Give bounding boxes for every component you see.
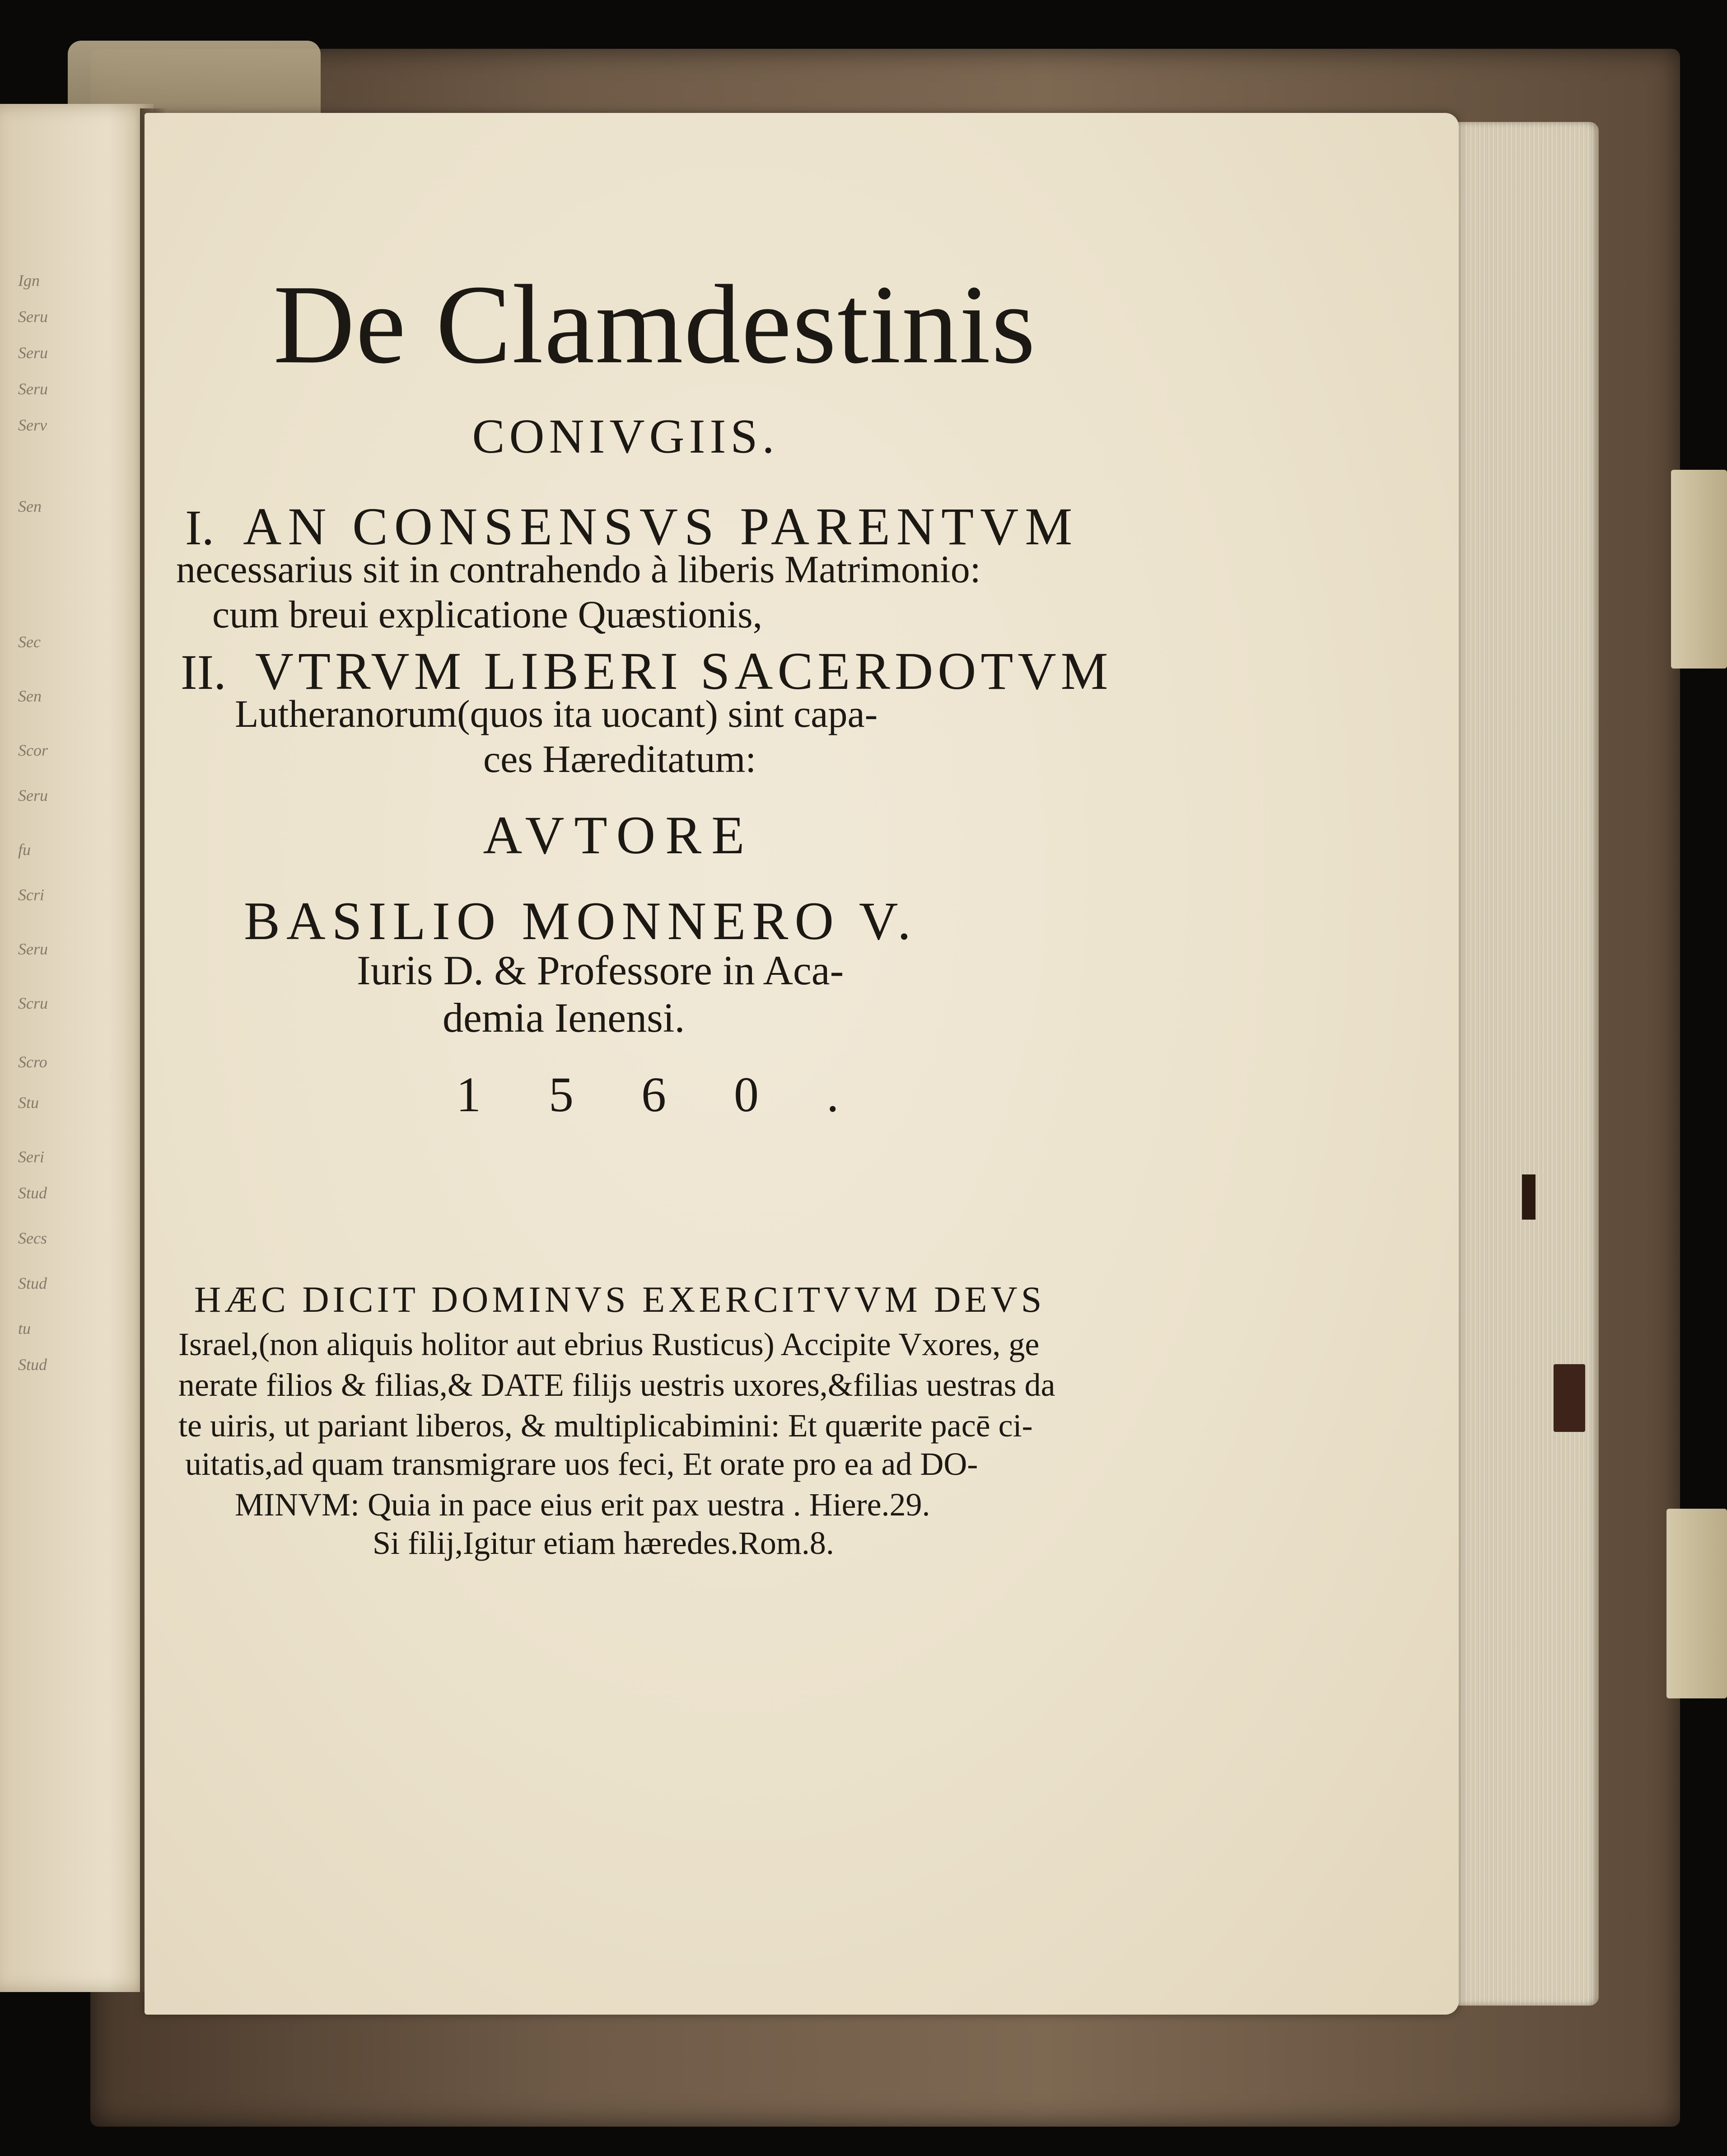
question-heading: VTRVM LIBERI SACERDOTVM [255, 641, 1113, 701]
page-edges [1441, 122, 1599, 2006]
epigraph-line: nerate filios & filias,& DATE filijs uestris uxores,&filias uestras da [178, 1367, 1055, 1403]
bleed-text: Seru [18, 308, 48, 326]
epigraph-line: uitatis,ad quam transmigrare uos feci, Et orate pro ea ad DO- [185, 1446, 978, 1482]
epigraph-line: MINVM: Quia in pace eius erit pax uestra . Hiere.29. [235, 1487, 930, 1523]
question-line: Lutheranorum(quos ita uocant) sint capa- [235, 692, 878, 735]
bleed-text: Scru [18, 994, 48, 1012]
bleed-text: Scro [18, 1053, 47, 1071]
bleed-text: Secs [18, 1229, 47, 1247]
author-label: AVTORE [483, 805, 755, 865]
bleed-text: Sen [18, 497, 42, 515]
question-number: I. [185, 500, 215, 555]
publication-year: 1560. [456, 1067, 907, 1122]
bleed-text: Stud [18, 1356, 47, 1374]
bleed-text: Ign [18, 271, 40, 290]
title-page [145, 113, 1459, 2015]
page-subtitle: CONIVGIIS. [472, 410, 779, 463]
author-line: demia Ienensi. [443, 995, 685, 1041]
bleed-text: Sec [18, 633, 41, 651]
author-line: Iuris D. & Professore in Aca- [357, 947, 844, 993]
bleed-text: Stud [18, 1274, 47, 1292]
bleed-text: Seru [18, 344, 48, 362]
bleed-text: Seru [18, 380, 48, 398]
bleed-text: Seri [18, 1148, 44, 1166]
bleed-text: Serv [18, 416, 47, 434]
bleed-text: tu [18, 1319, 31, 1338]
bleed-text: fu [18, 841, 31, 859]
question-line: ces Hæreditatum: [483, 737, 756, 781]
question-line: necessarius sit in contrahendo à liberis Matrimonio: [176, 547, 981, 591]
epigraph-line: Israel,(non aliquis holitor aut ebrius Rusticus) Accipite Vxores, ge [178, 1326, 1040, 1362]
leather-index-tab [1522, 1174, 1536, 1220]
bleed-text: Scri [18, 886, 44, 904]
question-line: cum breui explicatione Quæstionis, [212, 593, 763, 636]
author-name: BASILIO MONNERO V. [244, 891, 918, 951]
epigraph-heading: HÆC DICIT DOMINVS EXERCITVVM DEVS [194, 1279, 1046, 1320]
question-heading: AN CONSENSVS PARENTVM [243, 497, 1079, 556]
bleed-text: Scor [18, 741, 48, 759]
question-number: II. [181, 645, 226, 700]
bleed-text: Stud [18, 1184, 47, 1202]
bleed-text: Stu [18, 1094, 39, 1112]
bleed-text: Sen [18, 687, 42, 705]
bleed-text: Seru [18, 786, 48, 804]
page-title: De Clamdestinis [273, 262, 1036, 387]
clasp-lower [1666, 1509, 1727, 1698]
epigraph-line: Si filij,Igitur etiam hæredes.Rom.8. [373, 1525, 834, 1561]
epigraph-line: te uiris, ut pariant liberos, & multiplicabimini: Et quærite pacē ci- [178, 1408, 1033, 1444]
clasp-upper [1671, 470, 1727, 669]
bleed-text: Seru [18, 940, 48, 958]
leather-index-tab [1554, 1364, 1585, 1432]
